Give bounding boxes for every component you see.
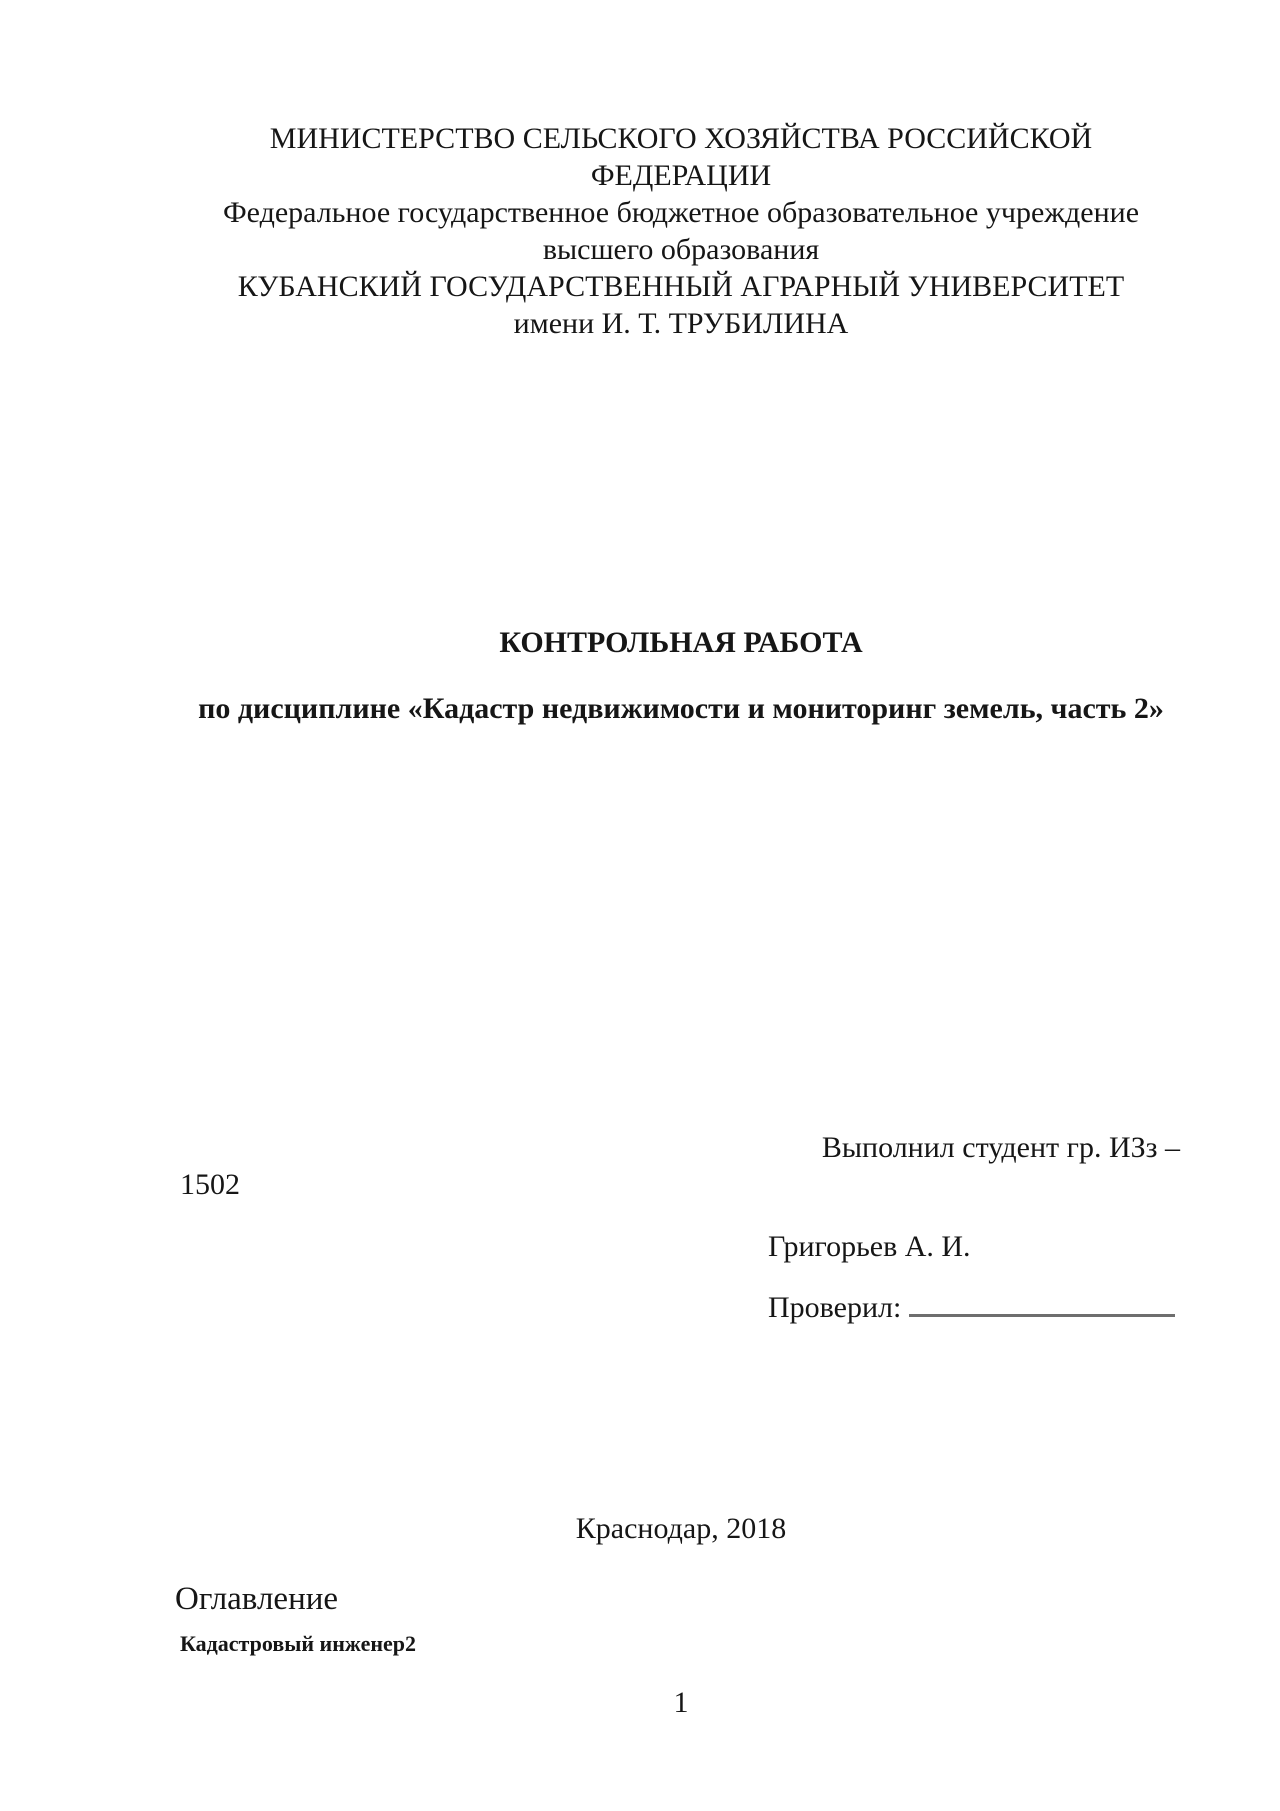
group-number: 1502	[180, 1168, 240, 1201]
page-number: 1	[673, 1686, 689, 1719]
signature-blank-line	[909, 1314, 1175, 1317]
toc-entry-kadastrovyi-inzhener: Кадастровый инженер2	[180, 1631, 417, 1656]
work-subtitle: по дисциплине «Кадастр недвижимости и мониторинг земель, часть 2»	[198, 692, 1164, 725]
toc-heading: Оглавление	[175, 1581, 339, 1617]
header-line-named-after: имени И. Т. ТРУБИЛИНА	[513, 307, 849, 340]
checked-by-label: Проверил:	[768, 1291, 902, 1324]
header-line-institution: Федеральное государственное бюджетное образовательное учреждение	[222, 196, 1140, 229]
work-title: КОНТРОЛЬНАЯ РАБОТА	[499, 626, 863, 659]
header-line-university: КУБАНСКИЙ ГОСУДАРСТВЕННЫЙ АГРАРНЫЙ УНИВЕРСИТЕТ	[237, 270, 1125, 303]
header-line-federation: ФЕДЕРАЦИИ	[590, 159, 772, 192]
city-year: Краснодар, 2018	[575, 1512, 787, 1545]
checked-by-row	[768, 1291, 1175, 1325]
performed-by-line: Выполнил студент гр. ИЗз –	[821, 1131, 1180, 1164]
student-name: Григорьев А. И.	[768, 1230, 971, 1263]
header-line-ministry: МИНИСТЕРСТВО СЕЛЬСКОГО ХОЗЯЙСТВА РОССИЙСКОЙ	[269, 122, 1093, 155]
ministry-header	[180, 120, 1182, 342]
header-line-education: высшего образования	[542, 233, 820, 266]
